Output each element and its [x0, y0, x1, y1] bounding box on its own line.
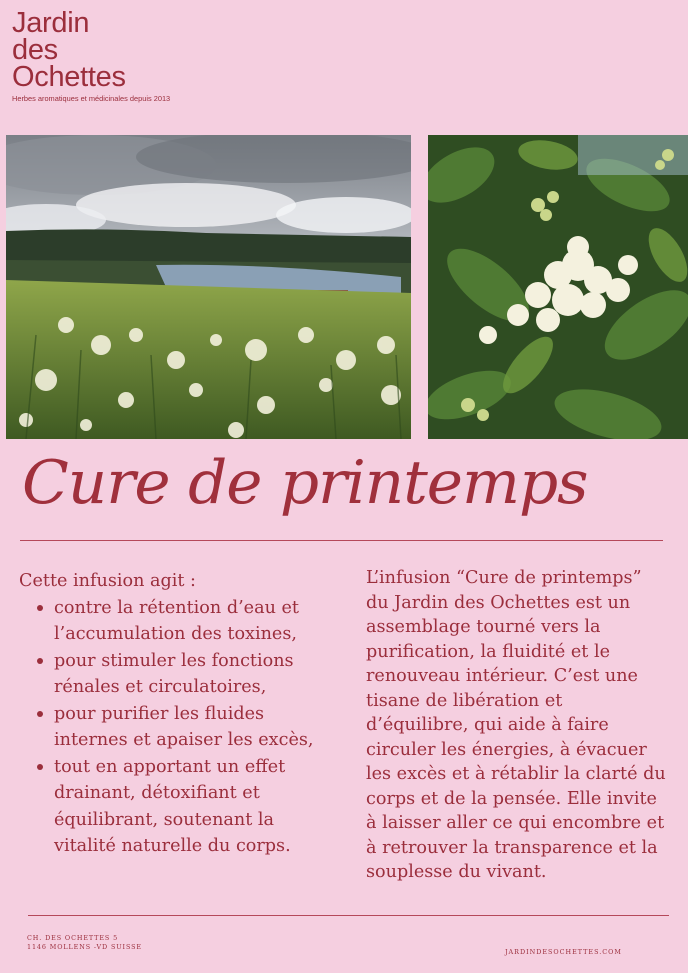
- benefit-item: tout en apportant un effet drainant, détoxifiant et équilibrant, soutenant la vitalité naturelle du corps.: [35, 754, 337, 860]
- footer-address: [27, 934, 142, 952]
- description-paragraph: L’infusion “Cure de printemps” du Jardin des Ochettes est un assemblage tourné vers la purification, la fluidité et le renouveau intérieur. C’est une tisane de libération et d’équilibre, qui aide à faire circuler les énergies, à évacuer les excès et à rétablir la clarté du corps et de la pensée. Elle invite à laisser aller ce qui encombre et à retrouver la transparence et la souplesse du vivant.: [366, 568, 666, 882]
- elderflower-photo: [428, 135, 688, 439]
- brand-name-line1: Jardin: [12, 7, 90, 39]
- brand-tagline: Herbes aromatiques et médicinales depuis 2013: [12, 94, 171, 103]
- landscape-photo: [6, 135, 411, 439]
- footer-website: JARDINDESOCHETTES.COM: [505, 948, 622, 956]
- address-line1: CH. DES OCHETTES 5: [27, 934, 119, 942]
- page-title: Cure de printemps: [22, 448, 588, 518]
- benefits-column: [19, 568, 337, 860]
- benefit-item: pour stimuler les fonctions rénales et circulatoires,: [35, 648, 337, 701]
- brand-name-line2: des: [12, 34, 58, 66]
- divider-top: [20, 540, 663, 541]
- benefit-item: contre la rétention d’eau et l’accumulation des toxines,: [35, 595, 337, 648]
- brand-logo: [12, 7, 172, 103]
- brand-name-line3: Ochettes: [12, 61, 126, 93]
- benefits-intro: Cette infusion agit :: [19, 571, 196, 591]
- divider-bottom: [28, 915, 669, 916]
- benefits-list: [19, 595, 337, 860]
- benefit-item: pour purifier les fluides internes et apaiser les excès,: [35, 701, 337, 754]
- address-line2: 1146 MOLLENS -VD SUISSE: [27, 943, 142, 951]
